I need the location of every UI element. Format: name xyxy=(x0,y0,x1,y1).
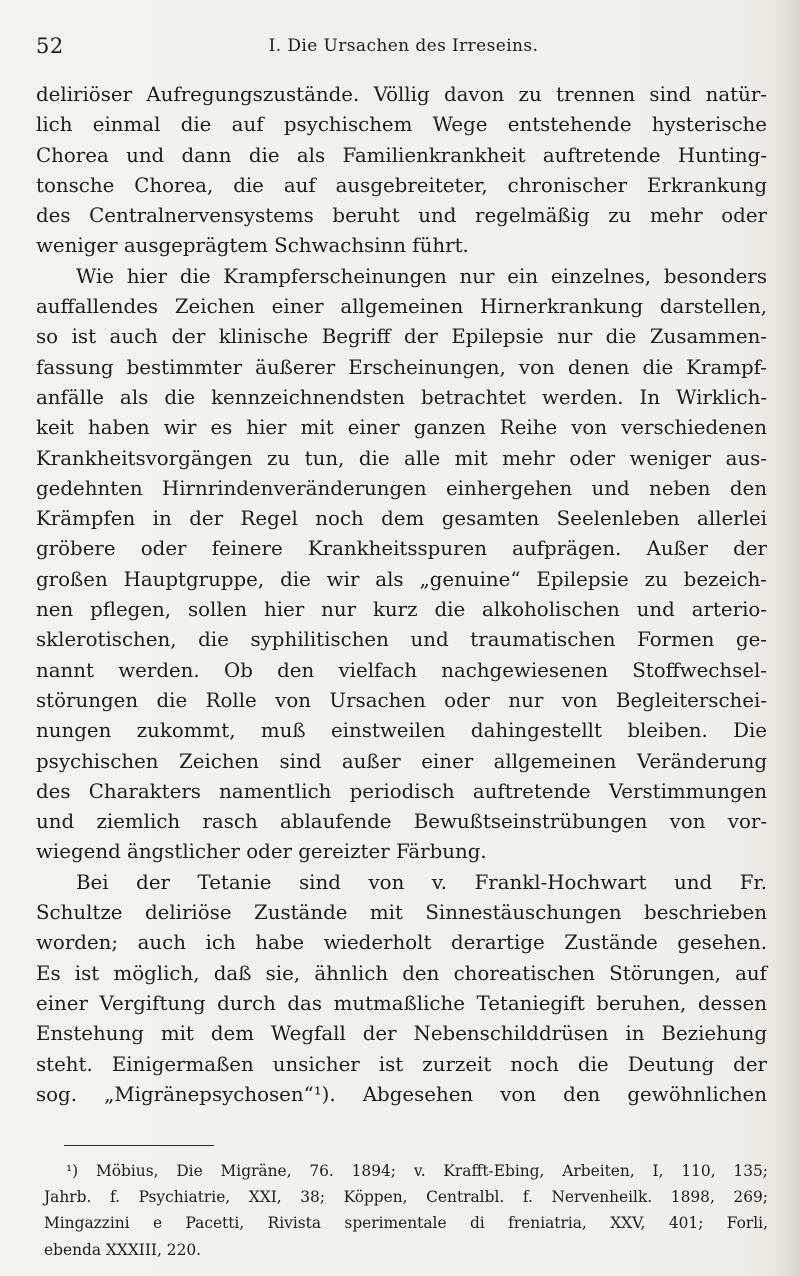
text-line: weniger ausgeprägtem Schwachsinn führt. xyxy=(36,234,469,258)
footnote-divider xyxy=(64,1145,214,1146)
text-line: Schultze deliriöse Zustände mit Sinnestäuschungen beschrieben xyxy=(36,901,767,925)
running-head: I. Die Ursachen des Irreseins. xyxy=(268,36,539,56)
text-line: gröbere oder feinere Krankheitsspuren aufprägen. Außer der xyxy=(36,537,767,561)
text-line: Chorea und dann die als Familienkrankheit auftretende Hunting- xyxy=(36,143,767,167)
footnote-line: ebenda XXXIII, 220. xyxy=(44,1240,202,1259)
text-line: so ist auch der klinische Begriff der Epilepsie nur die Zusammen- xyxy=(36,325,767,349)
text-line: deliriöser Aufregungszustände. Völlig davon zu trennen sind natür- xyxy=(36,83,767,106)
text-line: keit haben wir es hier mit einer ganzen Reihe von verschiedenen xyxy=(36,416,767,440)
main-text xyxy=(36,80,767,1110)
text-line: einer Vergiftung durch das mutmaßliche Tetaniegift beruhen, dessen xyxy=(36,991,767,1015)
text-line: tonsche Chorea, die auf ausgebreiteter, chronischer Erkrankung xyxy=(36,173,767,197)
text-line: sklerotischen, die syphilitischen und traumatischen Formen ge- xyxy=(36,628,767,652)
text-line: lich einmal die auf psychischem Wege entstehende hysterische xyxy=(36,113,767,137)
text-line: des Centralnervensystems beruht und regelmäßig zu mehr oder xyxy=(36,204,767,228)
text-line: großen Hauptgruppe, die wir als „genuine“ Epilepsie zu bezeich- xyxy=(36,567,767,591)
text-line: Krankheitsvorgängen zu tun, die alle mit mehr oder weniger aus- xyxy=(36,446,767,470)
text-line: störungen die Rolle von Ursachen oder nur von Begleiterschei- xyxy=(36,688,767,712)
page-number: 52 xyxy=(36,34,64,58)
text-line: steht. Einigermaßen unsicher ist zurzeit noch die Deutung der xyxy=(36,1052,767,1076)
text-line: wiegend ängstlicher oder gereizter Färbung. xyxy=(36,840,487,864)
text-line: Bei der Tetanie sind von v. Frankl-Hochwart und Fr. xyxy=(76,870,767,894)
text-line: sog. „Migränepsychosen“¹). Abgesehen von den gewöhnlichen xyxy=(36,1082,767,1106)
text-line: Wie hier die Krampferscheinungen nur ein einzelnes, besonders xyxy=(76,264,767,288)
text-line: gedehnten Hirnrindenveränderungen einhergehen und neben den xyxy=(36,476,767,500)
footnote-line: ¹) Möbius, Die Migräne, 76. 1894; v. Krafft-Ebing, Arbeiten, I, 110, 135; xyxy=(66,1162,768,1180)
text-line: psychischen Zeichen sind außer einer allgemeinen Veränderung xyxy=(36,749,767,773)
text-line: worden; auch ich habe wiederholt derartige Zustände gesehen. xyxy=(36,931,767,955)
text-line: Krämpfen in der Regel noch dem gesamten Seelenleben allerlei xyxy=(36,507,767,531)
text-line: nen pflegen, sollen hier nur kurz die alkoholischen und arterio- xyxy=(36,598,767,622)
text-line: nannt werden. Ob den vielfach nachgewiesenen Stoffwechsel- xyxy=(36,658,767,682)
footnotes xyxy=(44,1158,768,1263)
page-header xyxy=(36,34,771,60)
footnote-line: Jahrb. f. Psychiatrie, XXI, 38; Köppen, Centralbl. f. Nervenheilk. 1898, 269; xyxy=(44,1188,768,1207)
text-line: Es ist möglich, daß sie, ähnlich den choreatischen Störungen, auf xyxy=(36,961,767,985)
text-line: des Charakters namentlich periodisch auftretende Verstimmungen xyxy=(36,779,767,803)
footnote-line: Mingazzini e Pacetti, Rivista sperimentale di freniatria, XXV, 401; Forli, xyxy=(44,1214,768,1233)
text-line: und ziemlich rasch ablaufende Bewußtseinstrübungen von vor- xyxy=(36,810,767,834)
text-line: Enstehung mit dem Wegfall der Nebenschilddrüsen in Beziehung xyxy=(36,1022,767,1046)
text-line: fassung bestimmter äußerer Erscheinungen, von denen die Krampf- xyxy=(36,355,767,379)
text-line: auffallendes Zeichen einer allgemeinen Hirnerkrankung darstellen, xyxy=(36,295,767,319)
text-line: nungen zukommt, muß einstweilen dahingestellt bleiben. Die xyxy=(36,719,767,743)
text-line: anfälle als die kennzeichnendsten betrachtet werden. In Wirklich- xyxy=(36,385,767,409)
